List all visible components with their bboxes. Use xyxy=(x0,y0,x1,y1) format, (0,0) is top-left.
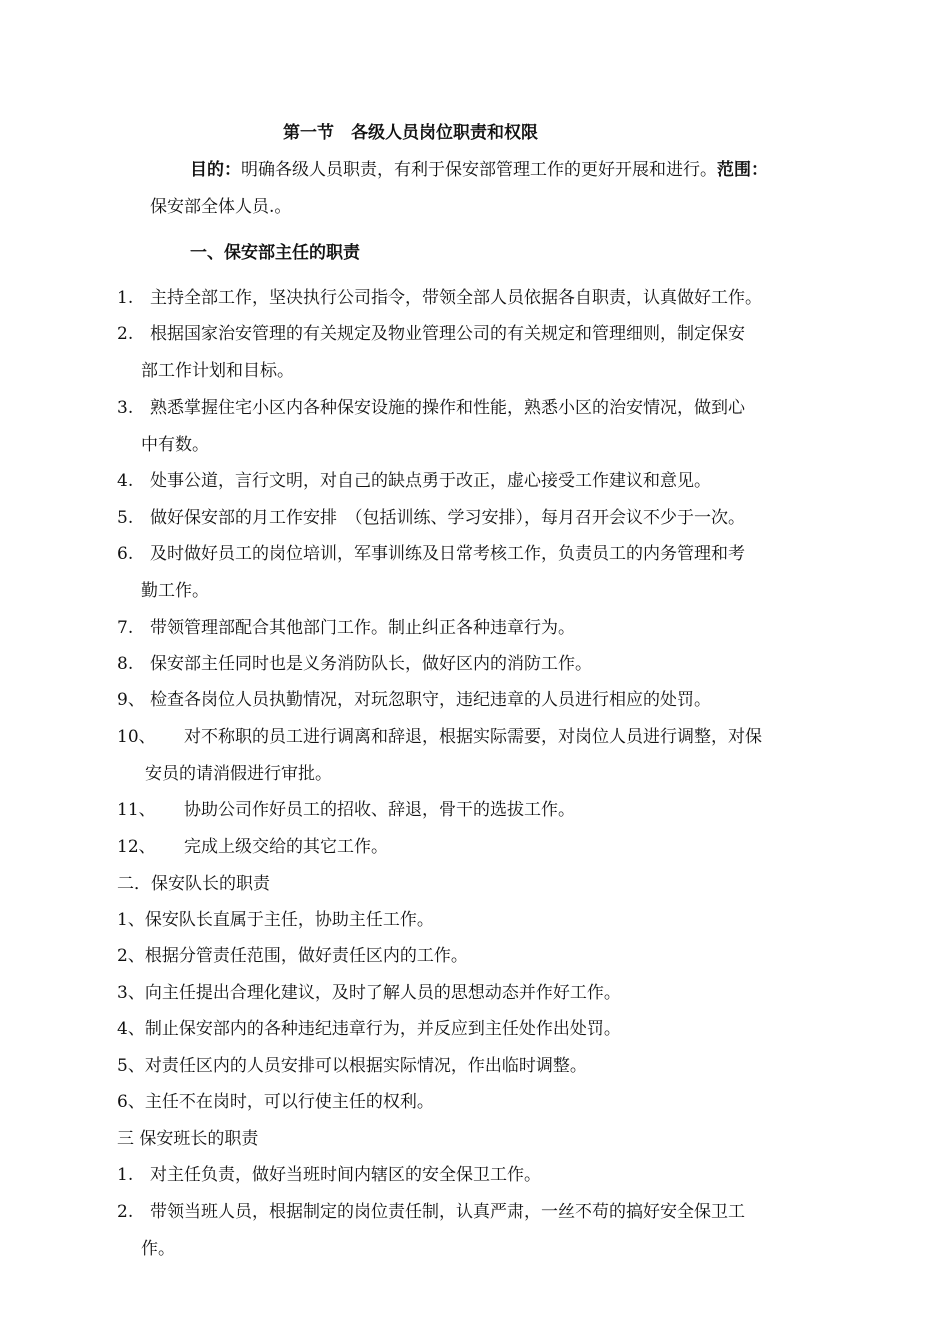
item-text: 对不称职的员工进行调离和辞退，根据实际需要，对岗位人员进行调整，对保 xyxy=(184,727,762,747)
item-text-cont: 勤工作。 xyxy=(141,581,209,601)
list-item: 6、主任不在岗时，可以行使主任的权利。 xyxy=(117,1092,434,1112)
item-number: 9、 xyxy=(117,690,145,710)
list-item xyxy=(117,799,156,821)
scope-label: 范围： xyxy=(717,160,768,180)
item-text: 处事公道，言行文明，对自己的缺点勇于改正，虚心接受工作建议和意见。 xyxy=(150,471,711,491)
list-item xyxy=(117,689,145,711)
purpose-text: 明确各级人员职责，有利于保安部管理工作的更好开展和进行。 xyxy=(241,160,717,180)
item-text: 根据国家治安管理的有关规定及物业管理公司的有关规定和管理细则，制定保安 xyxy=(150,324,745,344)
section2-heading: 二．保安队长的职责 xyxy=(117,874,270,894)
item-text: 协助公司作好员工的招收、辞退，骨干的选拔工作。 xyxy=(184,800,575,820)
item-text: 对主任负责，做好当班时间内辖区的安全保卫工作。 xyxy=(150,1165,541,1185)
item-number: 12、 xyxy=(117,837,156,857)
item-text: 完成上级交给的其它工作。 xyxy=(184,837,388,857)
list-item xyxy=(117,836,156,858)
item-text: 主持全部工作，坚决执行公司指令，带领全部人员依据各自职责，认真做好工作。 xyxy=(150,288,762,308)
section3-heading: 三 保安班长的职责 xyxy=(117,1129,259,1149)
list-item xyxy=(117,653,133,675)
item-number: 11、 xyxy=(117,800,156,820)
item-number: 8. xyxy=(117,654,134,674)
section-title: 第一节 各级人员岗位职责和权限 xyxy=(283,123,538,143)
section1-heading: 一、保安部主任的职责 xyxy=(190,243,360,263)
item-text: 保安部主任同时也是义务消防队长，做好区内的消防工作。 xyxy=(150,654,592,674)
item-text-cont: 作。 xyxy=(141,1239,175,1259)
item-number: 3. xyxy=(117,398,134,418)
scope-text: 保安部全体人员.。 xyxy=(150,197,292,217)
item-text: 检查各岗位人员执勤情况，对玩忽职守，违纪违章的人员进行相应的处罚。 xyxy=(150,690,711,710)
item-text: 做好保安部的月工作安排 （包括训练、学习安排），每月召开会议不少于一次。 xyxy=(150,508,745,528)
item-text-cont: 安员的请消假进行审批。 xyxy=(145,764,332,784)
item-text: 及时做好员工的岗位培训，军事训练及日常考核工作，负责员工的内务管理和考 xyxy=(150,544,745,564)
list-item xyxy=(117,507,133,529)
list-item: 4、制止保安部内的各种违纪违章行为，并反应到主任处作出处罚。 xyxy=(117,1019,621,1039)
item-text-cont: 中有数。 xyxy=(141,435,209,455)
item-number: 6. xyxy=(117,544,134,564)
item-number: 1. xyxy=(117,288,134,308)
item-number: 10、 xyxy=(117,727,156,747)
list-item: 5、对责任区内的人员安排可以根据实际情况，作出临时调整。 xyxy=(117,1056,587,1076)
list-item xyxy=(117,397,133,419)
item-text: 带领当班人员，根据制定的岗位责任制，认真严肃，一丝不苟的搞好安全保卫工 xyxy=(150,1202,745,1222)
list-item xyxy=(117,287,133,309)
list-item xyxy=(117,323,133,345)
item-text: 熟悉掌握住宅小区内各种保安设施的操作和性能，熟悉小区的治安情况，做到心 xyxy=(150,398,745,418)
list-item xyxy=(117,470,133,492)
item-number: 7. xyxy=(117,618,134,638)
purpose-label: 目的： xyxy=(190,160,241,180)
list-item: 3、向主任提出合理化建议，及时了解人员的思想动态并作好工作。 xyxy=(117,983,621,1003)
list-item xyxy=(117,1164,133,1186)
purpose-line xyxy=(190,159,768,181)
item-number: 2. xyxy=(117,324,134,344)
list-item xyxy=(117,1201,133,1223)
item-text: 带领管理部配合其他部门工作。制止纠正各种违章行为。 xyxy=(150,618,575,638)
item-number: 5. xyxy=(117,508,134,528)
list-item xyxy=(117,617,133,639)
item-text-cont: 部工作计划和目标。 xyxy=(141,361,294,381)
item-number: 4. xyxy=(117,471,134,491)
list-item: 2、根据分管责任范围，做好责任区内的工作。 xyxy=(117,946,468,966)
list-item: 1、保安队长直属于主任，协助主任工作。 xyxy=(117,910,434,930)
item-number: 2. xyxy=(117,1202,134,1222)
list-item xyxy=(117,726,156,748)
list-item xyxy=(117,543,133,565)
item-number: 1. xyxy=(117,1165,134,1185)
